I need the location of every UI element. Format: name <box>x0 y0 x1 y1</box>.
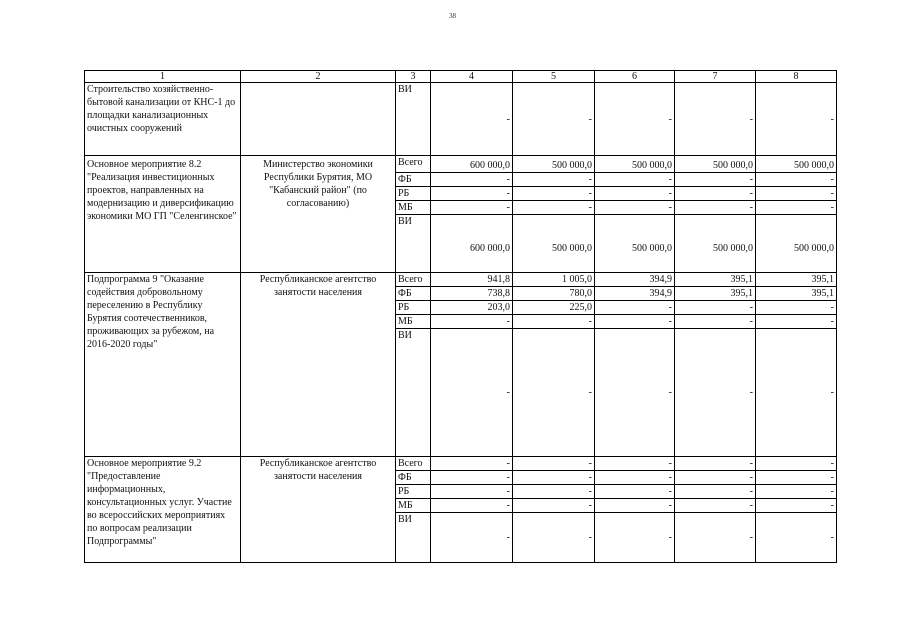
funding-source-label: МБ <box>396 315 431 329</box>
amount-cell: - <box>595 301 675 315</box>
amount-cell: 780,0 <box>513 287 595 301</box>
funding-source-label: РБ <box>396 301 431 315</box>
column-number: 3 <box>396 71 431 83</box>
amount-cell: - <box>675 201 756 215</box>
amount-cell: - <box>513 471 595 485</box>
funding-source-label: Всего <box>396 457 431 471</box>
amount-cell: 500 000,0 <box>675 215 756 273</box>
amount-cell: - <box>756 471 837 485</box>
amount-cell: 395,1 <box>675 287 756 301</box>
amount-cell: - <box>513 187 595 201</box>
amount-cell: - <box>756 329 837 457</box>
funding-source-label: ВИ <box>396 513 431 563</box>
table-row <box>85 83 837 156</box>
funding-source-label: ФБ <box>396 173 431 187</box>
amount-cell: 500 000,0 <box>595 215 675 273</box>
amount-cell: - <box>675 485 756 499</box>
amount-cell: - <box>431 173 513 187</box>
table-row <box>85 156 837 173</box>
amount-cell: 600 000,0 <box>431 215 513 273</box>
amount-cell: - <box>756 187 837 201</box>
column-number: 4 <box>431 71 513 83</box>
amount-cell: - <box>595 83 675 156</box>
amount-cell: 395,1 <box>756 287 837 301</box>
amount-cell: - <box>595 315 675 329</box>
amount-cell: - <box>513 83 595 156</box>
activity-name: Основное мероприятие 9.2 "Предоставление информационных, консультационных услуг. Участие во всероссийских мероприятиях по вопросам реализации Подпрограммы" <box>85 457 241 563</box>
amount-cell: - <box>431 187 513 201</box>
amount-cell: - <box>595 471 675 485</box>
amount-cell: - <box>513 173 595 187</box>
amount-cell: - <box>675 83 756 156</box>
amount-cell: - <box>756 173 837 187</box>
funding-source-label: Всего <box>396 273 431 287</box>
amount-cell: - <box>756 301 837 315</box>
funding-source-label: МБ <box>396 201 431 215</box>
activity-name: Строительство хозяйственно-бытовой канализации от КНС-1 до площадки канализационных очистных сооружений <box>85 83 241 156</box>
funding-source-label: Всего <box>396 156 431 173</box>
amount-cell: 1 005,0 <box>513 273 595 287</box>
funding-source-label: ВИ <box>396 215 431 273</box>
table-row <box>85 273 837 287</box>
amount-cell: - <box>431 201 513 215</box>
amount-cell: - <box>595 499 675 513</box>
amount-cell: - <box>756 513 837 563</box>
amount-cell: - <box>513 201 595 215</box>
amount-cell: 500 000,0 <box>675 156 756 173</box>
amount-cell: - <box>431 485 513 499</box>
amount-cell: 395,1 <box>675 273 756 287</box>
amount-cell: - <box>675 499 756 513</box>
amount-cell: - <box>431 457 513 471</box>
amount-cell: - <box>513 499 595 513</box>
executor: Республиканское агентство занятости населения <box>241 457 396 563</box>
amount-cell: 500 000,0 <box>513 156 595 173</box>
amount-cell: - <box>595 513 675 563</box>
amount-cell: - <box>431 315 513 329</box>
amount-cell: 738,8 <box>431 287 513 301</box>
amount-cell: - <box>756 201 837 215</box>
executor: Республиканское агентство занятости населения <box>241 273 396 457</box>
amount-cell: - <box>431 471 513 485</box>
amount-cell: 500 000,0 <box>756 215 837 273</box>
funding-source-label: МБ <box>396 499 431 513</box>
column-number: 6 <box>595 71 675 83</box>
amount-cell: - <box>595 173 675 187</box>
funding-source-label: РБ <box>396 187 431 201</box>
amount-cell: - <box>675 315 756 329</box>
amount-cell: - <box>595 187 675 201</box>
amount-cell: 225,0 <box>513 301 595 315</box>
table-row <box>85 457 837 471</box>
amount-cell: - <box>513 329 595 457</box>
amount-cell: - <box>513 457 595 471</box>
amount-cell: - <box>675 457 756 471</box>
amount-cell: 394,9 <box>595 287 675 301</box>
funding-source-label: ВИ <box>396 329 431 457</box>
amount-cell: - <box>675 187 756 201</box>
amount-cell: - <box>595 201 675 215</box>
amount-cell: 394,9 <box>595 273 675 287</box>
column-number: 8 <box>756 71 837 83</box>
amount-cell: - <box>756 457 837 471</box>
amount-cell: - <box>756 485 837 499</box>
amount-cell: - <box>675 301 756 315</box>
amount-cell: 500 000,0 <box>595 156 675 173</box>
amount-cell: - <box>431 83 513 156</box>
amount-cell: - <box>756 499 837 513</box>
activity-name: Основное мероприятие 8.2 "Реализация инвестиционных проектов, направленных на модернизацию и диверсификацию экономики МО ГП "Селенгинское" <box>85 156 241 273</box>
amount-cell: - <box>675 513 756 563</box>
amount-cell: - <box>675 173 756 187</box>
funding-source-label: ФБ <box>396 287 431 301</box>
column-number: 2 <box>241 71 396 83</box>
funding-source-label: ФБ <box>396 471 431 485</box>
amount-cell: 203,0 <box>431 301 513 315</box>
column-number: 7 <box>675 71 756 83</box>
amount-cell: - <box>756 315 837 329</box>
amount-cell: - <box>675 329 756 457</box>
funding-source-label: РБ <box>396 485 431 499</box>
executor <box>241 83 396 156</box>
amount-cell: - <box>431 513 513 563</box>
column-number: 5 <box>513 71 595 83</box>
executor: Министерство экономики Республики Бурятия, МО "Кабанский район" (по согласованию) <box>241 156 396 273</box>
amount-cell: - <box>431 329 513 457</box>
funding-source-label: ВИ <box>396 83 431 156</box>
activity-name: Подпрограмма 9 "Оказание содействия добровольному переселению в Республику Бурятия соотечественников, проживающих за рубежом, на 2016-2020 годы" <box>85 273 241 457</box>
amount-cell: - <box>595 485 675 499</box>
amount-cell: - <box>675 471 756 485</box>
amount-cell: - <box>595 457 675 471</box>
page-number: 38 <box>449 12 456 20</box>
amount-cell: 941,8 <box>431 273 513 287</box>
amount-cell: - <box>513 513 595 563</box>
column-number: 1 <box>85 71 241 83</box>
amount-cell: 600 000,0 <box>431 156 513 173</box>
amount-cell: 500 000,0 <box>513 215 595 273</box>
amount-cell: - <box>756 83 837 156</box>
table-header-row <box>85 71 837 83</box>
amount-cell: - <box>513 485 595 499</box>
amount-cell: 500 000,0 <box>756 156 837 173</box>
amount-cell: - <box>595 329 675 457</box>
amount-cell: 395,1 <box>756 273 837 287</box>
amount-cell: - <box>431 499 513 513</box>
amount-cell: - <box>513 315 595 329</box>
budget-table <box>84 70 837 563</box>
